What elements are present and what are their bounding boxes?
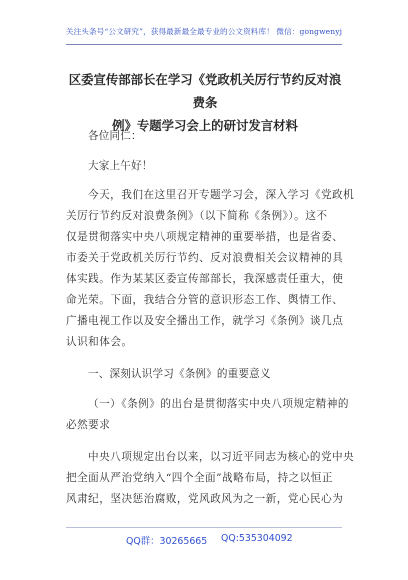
- paragraph-line: 把全面从严治党纳入“四个全面”战略布局，持之以恒正: [66, 472, 333, 484]
- header-banner: 关注头条号“公文研究”，获得最新最全最专业的公文资料库！ 微信：gongwenyj: [65, 27, 343, 36]
- subsection-heading-line: 必然要求: [66, 419, 111, 431]
- paragraph-line: 中央八项规定出台以来，以习近平同志为核心的党中央: [88, 451, 355, 463]
- document-title: [66, 68, 344, 137]
- section-heading: 一、深刻认识学习《条例》的重要意义: [88, 368, 271, 380]
- intro-line: 广播电视工作以及安全播出工作，就学习《条例》谈几点: [66, 315, 344, 327]
- title-line-2: 例》专题学习会上的研讨发言材料: [112, 118, 298, 133]
- subsection-heading-line: （一）《条例》的出台是贯彻落实中央八项规定精神的: [88, 398, 349, 410]
- intro-line: 市委关于党政机关厉行节约、反对浪费相关会议精神的具: [66, 252, 344, 264]
- intro-line: 今天，我们在这里召开专题学习会，深入学习《党政机: [88, 189, 355, 201]
- paragraph-line: 风肃纪，坚决惩治腐败，党风政风为之一新，党心民心为: [66, 493, 344, 505]
- intro-line: 命光荣。下面，我结合分管的意识形态工作、舆情工作、: [66, 294, 344, 306]
- title-line-1: 区委宣传部部长在学习《党政机关厉行节约反对浪费条: [68, 72, 342, 110]
- header-divider: [66, 44, 342, 45]
- salutation: 各位同仁：: [88, 130, 142, 142]
- footer-qq-group: QQ群：30265665: [126, 536, 208, 547]
- footer-qq: QQ:535304092: [221, 533, 293, 544]
- intro-line: 体实践。作为某某区委宣传部部长，我深感责任重大，使: [66, 273, 344, 285]
- intro-line: 关厉行节约反对浪费条例》（以下简称《条例》）。这不: [66, 210, 328, 222]
- intro-line: 仅是贯彻落实中央八项规定精神的重要举措，也是省委、: [66, 231, 344, 243]
- intro-line: 认识和体会。: [66, 336, 133, 348]
- greeting: 大家上午好！: [88, 160, 153, 172]
- footer-divider: [66, 527, 342, 528]
